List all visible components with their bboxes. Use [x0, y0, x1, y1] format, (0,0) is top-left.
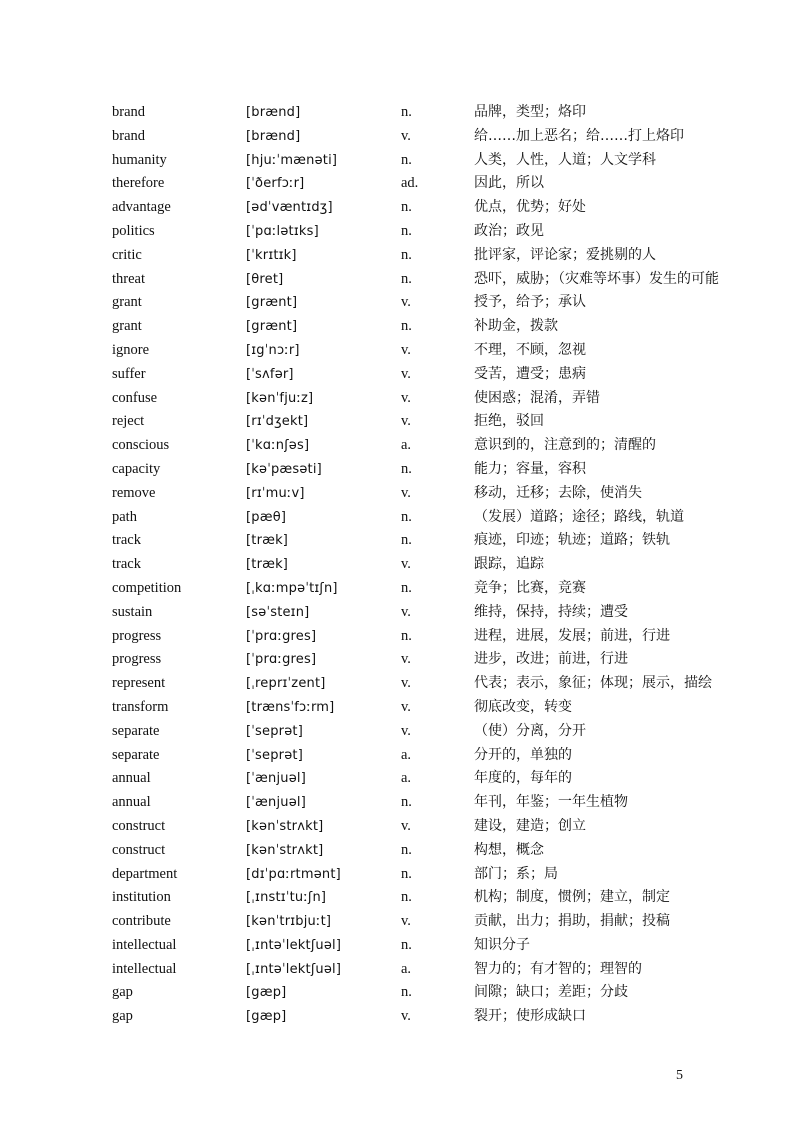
part-of-speech-cell: n.: [401, 794, 412, 811]
pronunciation-cell: [grænt]: [246, 319, 298, 335]
word-cell: separate: [112, 746, 160, 763]
vocab-row: [0, 220, 800, 244]
definition-cell: 建设，建造；创立: [474, 817, 586, 834]
definition-cell: 裂开；使形成缺口: [474, 1008, 586, 1025]
definition-cell: 智力的；有才智的；理智的: [474, 960, 642, 977]
pronunciation-cell: [kənˈfjuːz]: [246, 390, 314, 406]
pronunciation-cell: [grænt]: [246, 295, 298, 311]
word-cell: suffer: [112, 365, 146, 382]
pronunciation-cell: [kənˈstrʌkt]: [246, 818, 324, 834]
pronunciation-cell: [ˌɪntəˈlektʃuəl]: [246, 961, 342, 977]
vocab-row: [0, 506, 800, 530]
vocab-row: [0, 815, 800, 839]
definition-cell: 知识分子: [474, 936, 530, 953]
part-of-speech-cell: v.: [401, 556, 411, 573]
word-cell: represent: [112, 675, 166, 692]
pronunciation-cell: [ˈðerfɔːr]: [246, 176, 305, 192]
part-of-speech-cell: n.: [401, 936, 412, 953]
definition-cell: 受苦，遭受；患病: [474, 365, 586, 382]
word-cell: track: [112, 532, 141, 549]
pronunciation-cell: [træk]: [246, 557, 289, 573]
word-cell: progress: [112, 651, 162, 668]
part-of-speech-cell: n.: [401, 532, 412, 549]
vocab-row: [0, 291, 800, 315]
word-cell: sustain: [112, 603, 153, 620]
definition-cell: 批评家，评论家；爱挑剔的人: [474, 246, 656, 263]
word-cell: construct: [112, 817, 166, 834]
definition-cell: 授予，给予；承认: [474, 294, 586, 311]
word-cell: confuse: [112, 389, 158, 406]
part-of-speech-cell: v.: [401, 365, 411, 382]
word-cell: separate: [112, 722, 160, 739]
pronunciation-cell: [ˈænjuəl]: [246, 771, 306, 787]
pronunciation-cell: [gæp]: [246, 1009, 287, 1025]
pronunciation-cell: [ˈkɑːnʃəs]: [246, 438, 310, 454]
part-of-speech-cell: v.: [401, 675, 411, 692]
pronunciation-cell: [brænd]: [246, 105, 301, 120]
definition-cell: 痕迹，印迹；轨迹；道路；铁轨: [474, 532, 670, 549]
vocab-row: [0, 720, 800, 744]
part-of-speech-cell: n.: [401, 841, 412, 858]
definition-cell: 机构；制度，惯例；建立，制定: [474, 889, 670, 906]
pronunciation-cell: [kənˈstrʌkt]: [246, 842, 324, 858]
vocab-row: [0, 601, 800, 625]
vocab-row: [0, 981, 800, 1005]
definition-cell: 维持，保持，持续；遭受: [474, 603, 628, 620]
vocab-row: [0, 339, 800, 363]
word-cell: grant: [112, 294, 142, 311]
definition-cell: 能力；容量，容积: [474, 460, 586, 477]
definition-cell: 年刊，年鉴；一年生植物: [474, 794, 628, 811]
part-of-speech-cell: a.: [401, 770, 412, 787]
definition-cell: 因此，所以: [474, 175, 544, 192]
word-cell: brand: [112, 127, 146, 144]
word-cell: humanity: [112, 151, 167, 168]
definition-cell: 人类，人性，人道；人文学科: [474, 151, 656, 168]
pronunciation-cell: [ˈprɑːgres]: [246, 652, 317, 668]
pronunciation-cell: [ˈænjuəl]: [246, 795, 306, 811]
pronunciation-cell: [pæθ]: [246, 509, 287, 525]
word-cell: brand: [112, 104, 146, 120]
word-cell: progress: [112, 627, 162, 644]
part-of-speech-cell: n.: [401, 508, 412, 525]
pronunciation-cell: [træk]: [246, 533, 289, 549]
definition-cell: 竞争；比赛，竞赛: [474, 579, 586, 596]
pronunciation-cell: [gæp]: [246, 985, 287, 1001]
vocab-row: [0, 482, 800, 506]
pronunciation-cell: [dɪˈpɑːrtmənt]: [246, 866, 341, 882]
definition-cell: 跟踪，追踪: [474, 556, 544, 573]
part-of-speech-cell: a.: [401, 746, 412, 763]
vocab-row: [0, 577, 800, 601]
part-of-speech-cell: n.: [401, 627, 412, 644]
word-cell: gap: [112, 984, 133, 1001]
definition-cell: （使）分离，分开: [474, 722, 586, 739]
part-of-speech-cell: n.: [401, 984, 412, 1001]
word-cell: remove: [112, 484, 156, 501]
part-of-speech-cell: n.: [401, 199, 412, 216]
vocab-row: [0, 744, 800, 768]
definition-cell: 贡献，出力；捐助，捐献；投稿: [474, 913, 670, 930]
word-cell: threat: [112, 270, 146, 287]
definition-cell: 分开的，单独的: [474, 746, 572, 763]
word-cell: grant: [112, 318, 142, 335]
word-cell: competition: [112, 579, 182, 596]
definition-cell: 品牌，类型；烙印: [474, 104, 586, 120]
part-of-speech-cell: a.: [401, 437, 412, 454]
vocab-row: [0, 458, 800, 482]
definition-cell: 使困惑；混淆，弄错: [474, 389, 600, 406]
part-of-speech-cell: n.: [401, 270, 412, 287]
word-cell: critic: [112, 246, 142, 263]
word-cell: capacity: [112, 460, 161, 477]
vocab-row: [0, 387, 800, 411]
definition-cell: 构想，概念: [474, 841, 544, 858]
vocab-row: [0, 910, 800, 934]
definition-cell: 不理，不顾，忽视: [474, 341, 586, 358]
word-cell: annual: [112, 770, 151, 787]
part-of-speech-cell: v.: [401, 389, 411, 406]
word-cell: department: [112, 865, 178, 882]
pronunciation-cell: [hjuːˈmænəti]: [246, 152, 338, 168]
pronunciation-cell: [ˈprɑːgres]: [246, 628, 317, 644]
pronunciation-cell: [kəˈpæsəti]: [246, 461, 322, 477]
part-of-speech-cell: v.: [401, 341, 411, 358]
part-of-speech-cell: v.: [401, 651, 411, 668]
vocab-row: [0, 434, 800, 458]
part-of-speech-cell: a.: [401, 960, 412, 977]
part-of-speech-cell: v.: [401, 698, 411, 715]
part-of-speech-cell: n.: [401, 222, 412, 239]
vocab-row: [0, 125, 800, 149]
word-cell: conscious: [112, 437, 170, 454]
part-of-speech-cell: v.: [401, 294, 411, 311]
vocab-row: [0, 315, 800, 339]
pronunciation-cell: [θret]: [246, 271, 284, 287]
vocab-row: [0, 268, 800, 292]
definition-cell: 优点，优势；好处: [474, 199, 586, 216]
vocab-row: [0, 696, 800, 720]
part-of-speech-cell: n.: [401, 865, 412, 882]
vocab-row: [0, 410, 800, 434]
word-cell: path: [112, 508, 137, 525]
word-cell: gap: [112, 1008, 133, 1025]
part-of-speech-cell: ad.: [401, 175, 419, 192]
vocab-row: [0, 1005, 800, 1029]
vocab-row: [0, 672, 800, 696]
pronunciation-cell: [ˈpɑːlətɪks]: [246, 223, 319, 239]
part-of-speech-cell: v.: [401, 1008, 411, 1025]
word-cell: intellectual: [112, 960, 177, 977]
part-of-speech-cell: n.: [401, 246, 412, 263]
vocab-row: [0, 863, 800, 887]
word-cell: politics: [112, 222, 155, 239]
vocab-row: [0, 886, 800, 910]
part-of-speech-cell: v.: [401, 413, 411, 430]
pronunciation-cell: [trænsˈfɔːrm]: [246, 699, 335, 715]
definition-cell: 代表；表示，象征；体现；展示，描绘: [474, 675, 712, 692]
word-cell: advantage: [112, 199, 171, 216]
pronunciation-cell: [ˌreprɪˈzent]: [246, 676, 326, 692]
vocab-row: [0, 196, 800, 220]
definition-cell: 意识到的，注意到的；清醒的: [474, 437, 656, 454]
part-of-speech-cell: v.: [401, 484, 411, 501]
part-of-speech-cell: v.: [401, 722, 411, 739]
part-of-speech-cell: v.: [401, 127, 411, 144]
vocab-row: [0, 553, 800, 577]
word-cell: reject: [112, 413, 145, 430]
definition-cell: 间隙；缺口；差距；分歧: [474, 984, 628, 1001]
definition-cell: 移动，迁移；去除，使消失: [474, 484, 642, 501]
vocab-row: [0, 791, 800, 815]
vocab-row: [0, 244, 800, 268]
vocab-row: [0, 363, 800, 387]
vocab-row: [0, 767, 800, 791]
definition-cell: 彻底改变，转变: [474, 698, 572, 715]
definition-cell: 拒绝，驳回: [474, 413, 544, 430]
definition-cell: 政治；政见: [474, 222, 544, 239]
definition-cell: 部门；系；局: [474, 865, 558, 882]
part-of-speech-cell: n.: [401, 104, 412, 120]
word-cell: therefore: [112, 175, 165, 192]
part-of-speech-cell: n.: [401, 151, 412, 168]
part-of-speech-cell: v.: [401, 603, 411, 620]
page-number: 5: [676, 1068, 683, 1083]
definition-cell: 补助金，拨款: [474, 318, 558, 335]
definition-cell: 年度的，每年的: [474, 770, 572, 787]
vocab-row: [0, 172, 800, 196]
vocab-row: [0, 625, 800, 649]
pronunciation-cell: [ədˈvæntɪdʒ]: [246, 200, 333, 216]
word-cell: contribute: [112, 913, 171, 930]
word-cell: annual: [112, 794, 151, 811]
word-cell: ignore: [112, 341, 150, 358]
word-cell: track: [112, 556, 141, 573]
definition-cell: 给……加上恶名；给……打上烙印: [474, 127, 684, 144]
word-cell: intellectual: [112, 936, 177, 953]
vocab-row: [0, 648, 800, 672]
vocab-row: [0, 958, 800, 982]
pronunciation-cell: [ˈsʌfər]: [246, 366, 294, 382]
pronunciation-cell: [ˌɪntəˈlektʃuəl]: [246, 937, 342, 953]
pronunciation-cell: [ɪgˈnɔːr]: [246, 342, 300, 358]
part-of-speech-cell: n.: [401, 889, 412, 906]
vocab-row: [0, 529, 800, 553]
part-of-speech-cell: n.: [401, 579, 412, 596]
vocab-row: [0, 934, 800, 958]
pronunciation-cell: [ˌkɑːmpəˈtɪʃn]: [246, 580, 338, 596]
vocab-row: [0, 839, 800, 863]
word-cell: institution: [112, 889, 171, 906]
word-cell: construct: [112, 841, 166, 858]
definition-cell: 进程，进展，发展；前进，行进: [474, 627, 670, 644]
part-of-speech-cell: v.: [401, 913, 411, 930]
pronunciation-cell: [səˈsteɪn]: [246, 604, 310, 620]
vocabulary-list: [0, 101, 800, 1029]
definition-cell: （发展）道路；途径；路线，轨道: [474, 508, 684, 525]
pronunciation-cell: [ˈkrɪtɪk]: [246, 247, 297, 263]
pronunciation-cell: [ˈseprət]: [246, 747, 303, 763]
definition-cell: 恐吓，威胁；（灾难等坏事）发生的可能: [474, 270, 719, 287]
vocab-row: [0, 101, 800, 125]
part-of-speech-cell: n.: [401, 318, 412, 335]
part-of-speech-cell: v.: [401, 817, 411, 834]
vocab-row: [0, 149, 800, 173]
part-of-speech-cell: n.: [401, 460, 412, 477]
definition-cell: 进步，改进；前进，行进: [474, 651, 628, 668]
pronunciation-cell: [rɪˈdʒekt]: [246, 414, 309, 430]
pronunciation-cell: [rɪˈmuːv]: [246, 485, 305, 501]
pronunciation-cell: [brænd]: [246, 128, 301, 144]
pronunciation-cell: [ˈseprət]: [246, 723, 303, 739]
pronunciation-cell: [kənˈtrɪbjuːt]: [246, 914, 332, 930]
pronunciation-cell: [ˌɪnstɪˈtuːʃn]: [246, 890, 327, 906]
word-cell: transform: [112, 698, 169, 715]
